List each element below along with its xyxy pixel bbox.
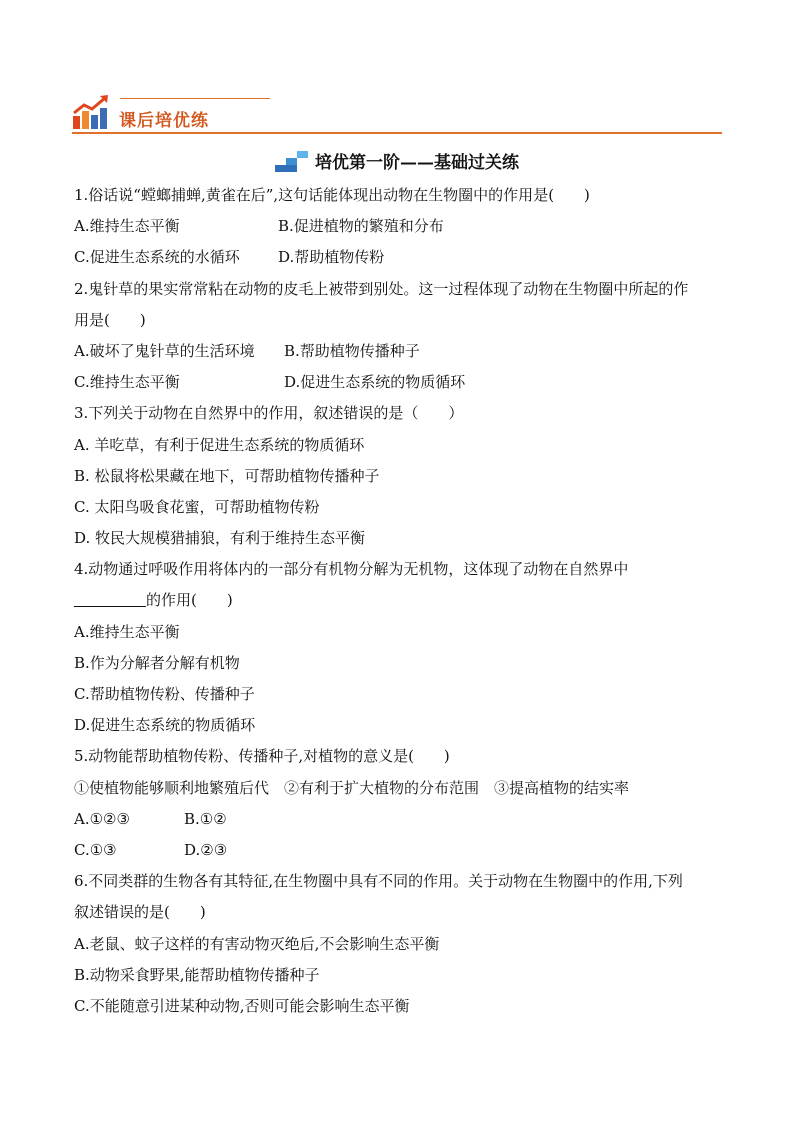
- question-stem: 4.动物通过呼吸作用将体内的一部分有机物分解为无机物，这体现了动物在自然界中: [74, 560, 629, 579]
- option-row: [74, 835, 724, 866]
- option: A.维持生态平衡: [74, 217, 180, 236]
- option-row: [74, 336, 724, 367]
- question-list: [74, 180, 724, 1022]
- option: D.帮助植物传粉: [278, 248, 385, 267]
- option: B. 松鼠将松果藏在地下，可帮助植物传播种子: [74, 466, 380, 485]
- option: A.维持生态平衡: [74, 622, 180, 641]
- option: C.促进生态系统的水循环: [74, 248, 240, 267]
- question-statements: ①使植物能够顺利地繁殖后代 ②有利于扩大植物的分布范围 ③提高植物的结实率: [74, 778, 630, 797]
- question-stem: 叙述错误的是( ): [74, 903, 206, 922]
- question-stem: 3.下列关于动物在自然界中的作用，叙述错误的是（ ）: [74, 404, 464, 423]
- option: B.动物采食野果,能帮助植物传播种子: [74, 965, 320, 984]
- header-accent-line: [120, 98, 270, 99]
- option: C.帮助植物传粉、传播种子: [74, 685, 255, 703]
- section-heading: [0, 148, 794, 174]
- question-stem-blank-line: [74, 585, 724, 616]
- option-row: [74, 804, 724, 835]
- option: C. 太阳鸟吸食花蜜，可帮助植物传粉: [74, 497, 320, 516]
- growth-chart-icon: [72, 94, 110, 130]
- option: A.①②③: [74, 809, 130, 828]
- question-stem: 1.俗话说“螳螂捕蝉,黄雀在后”,这句话能体现出动物在生物圈中的作用是( ): [74, 186, 590, 204]
- question-stem: 5.动物能帮助植物传粉、传播种子,对植物的意义是( ): [74, 747, 450, 766]
- option-row: [74, 211, 724, 242]
- option: A.老鼠、蚊子这样的有害动物灭绝后,不会影响生态平衡: [74, 934, 440, 953]
- option-row: [74, 242, 724, 273]
- option: A. 羊吃草，有利于促进生态系统的物质循环: [74, 435, 365, 454]
- option: B.作为分解者分解有机物: [74, 653, 240, 672]
- header-title: 课后培优练: [119, 111, 209, 131]
- option: B.促进植物的繁殖和分布: [278, 217, 444, 236]
- question-stem-tail: 的作用( ): [146, 591, 233, 610]
- option: C.维持生态平衡: [74, 373, 180, 392]
- option: D.促进生态系统的物质循环: [284, 373, 466, 392]
- stairs-icon: [275, 149, 309, 173]
- option: B.帮助植物传播种子: [284, 341, 420, 360]
- option: A.破坏了鬼针草的生活环境: [74, 341, 255, 360]
- question-stem: 6.不同类群的生物各有其特征,在生物圈中具有不同的作用。关于动物在生物圈中的作用,下列: [74, 872, 683, 891]
- question-stem: 用是( ): [74, 310, 146, 329]
- option: D.②③: [184, 840, 228, 859]
- header-divider: [72, 132, 722, 134]
- question-stem: 2.鬼针草的果实常常粘在动物的皮毛上被带到别处。这一过程体现了动物在生物圈中所起的作: [74, 279, 689, 298]
- option: B.①②: [184, 809, 227, 828]
- section-title: 培优第一阶——基础过关练: [315, 153, 519, 173]
- answer-blank[interactable]: [74, 588, 146, 607]
- page-header: [72, 94, 722, 136]
- option: C.不能随意引进某种动物,否则可能会影响生态平衡: [74, 996, 410, 1015]
- option: D.促进生态系统的物质循环: [74, 716, 256, 735]
- option-row: [74, 367, 724, 398]
- option: D. 牧民大规模猎捕狼，有利于维持生态平衡: [74, 529, 366, 548]
- option: C.①③: [74, 840, 117, 859]
